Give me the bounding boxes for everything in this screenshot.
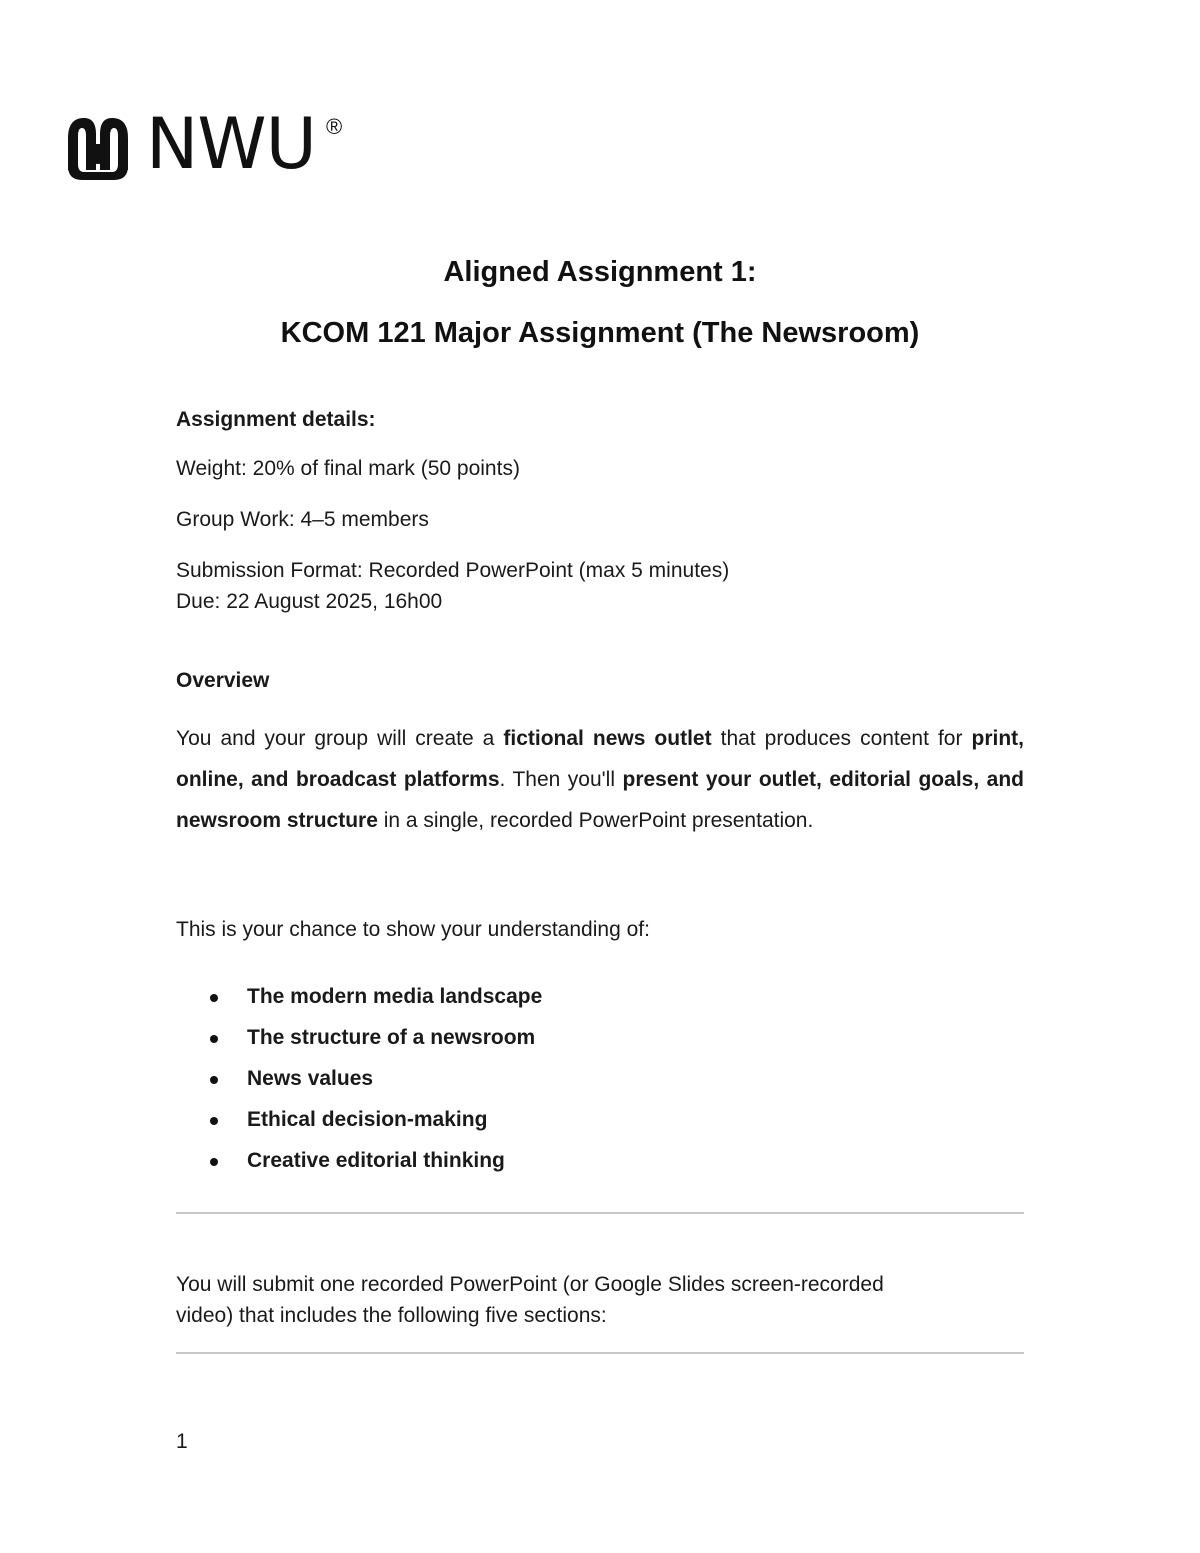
overview-text: that produces content for xyxy=(711,727,972,750)
overview-paragraph xyxy=(176,718,1024,841)
overview-heading: Overview xyxy=(176,669,270,692)
list-item xyxy=(176,981,1024,1022)
details-due-date: Due: 22 August 2025, 16h00 xyxy=(176,590,443,613)
horizontal-divider xyxy=(176,1212,1024,1214)
bullet-icon xyxy=(210,1035,218,1043)
document-title: Aligned Assignment 1: xyxy=(443,256,757,288)
overview-text: in a single, recorded PowerPoint presentation. xyxy=(377,809,814,832)
details-submission-format: Submission Format: Recorded PowerPoint (max 5 minutes) xyxy=(176,559,730,582)
bullet-icon xyxy=(210,1076,218,1084)
page-number: 1 xyxy=(176,1430,188,1453)
overview-text: . Then you'll xyxy=(499,768,623,791)
list-item xyxy=(176,1104,1024,1145)
list-item-label: Ethical decision-making xyxy=(247,1108,488,1131)
logo-wordmark: NWU xyxy=(146,103,316,185)
overview-emphasis: print, online, and broadcast platforms xyxy=(176,727,1024,791)
bullet-icon xyxy=(210,1158,218,1166)
nwu-emblem-icon xyxy=(62,108,134,182)
horizontal-divider xyxy=(176,1352,1024,1354)
details-heading: Assignment details: xyxy=(176,408,376,431)
list-item xyxy=(176,1063,1024,1104)
details-weight: Weight: 20% of final mark (50 points) xyxy=(176,457,520,480)
document-subtitle: KCOM 121 Major Assignment (The Newsroom) xyxy=(280,317,920,349)
list-item xyxy=(176,1145,1024,1186)
list-item-label: The structure of a newsroom xyxy=(247,1026,536,1049)
overview-emphasis: present your outlet, editorial goals, and newsroom structure xyxy=(176,768,1024,832)
understanding-list xyxy=(176,981,1024,1186)
list-item-label: The modern media landscape xyxy=(247,985,543,1008)
overview-emphasis: fictional news outlet xyxy=(503,727,712,750)
details-group-work: Group Work: 4–5 members xyxy=(176,508,429,531)
registered-mark: ® xyxy=(326,114,343,139)
list-item-label: Creative editorial thinking xyxy=(247,1149,505,1172)
list-item-label: News values xyxy=(247,1067,374,1090)
overview-text: You and your group will create a xyxy=(176,727,504,750)
bullet-icon xyxy=(210,994,218,1002)
submission-line-2: video) that includes the following five sections: xyxy=(176,1304,607,1327)
list-item xyxy=(176,1022,1024,1063)
submission-line-1: You will submit one recorded PowerPoint (or Google Slides screen-recorded xyxy=(176,1273,884,1296)
nwu-logo xyxy=(62,103,352,185)
understanding-intro: This is your chance to show your understanding of: xyxy=(176,918,650,941)
bullet-icon xyxy=(210,1117,218,1125)
